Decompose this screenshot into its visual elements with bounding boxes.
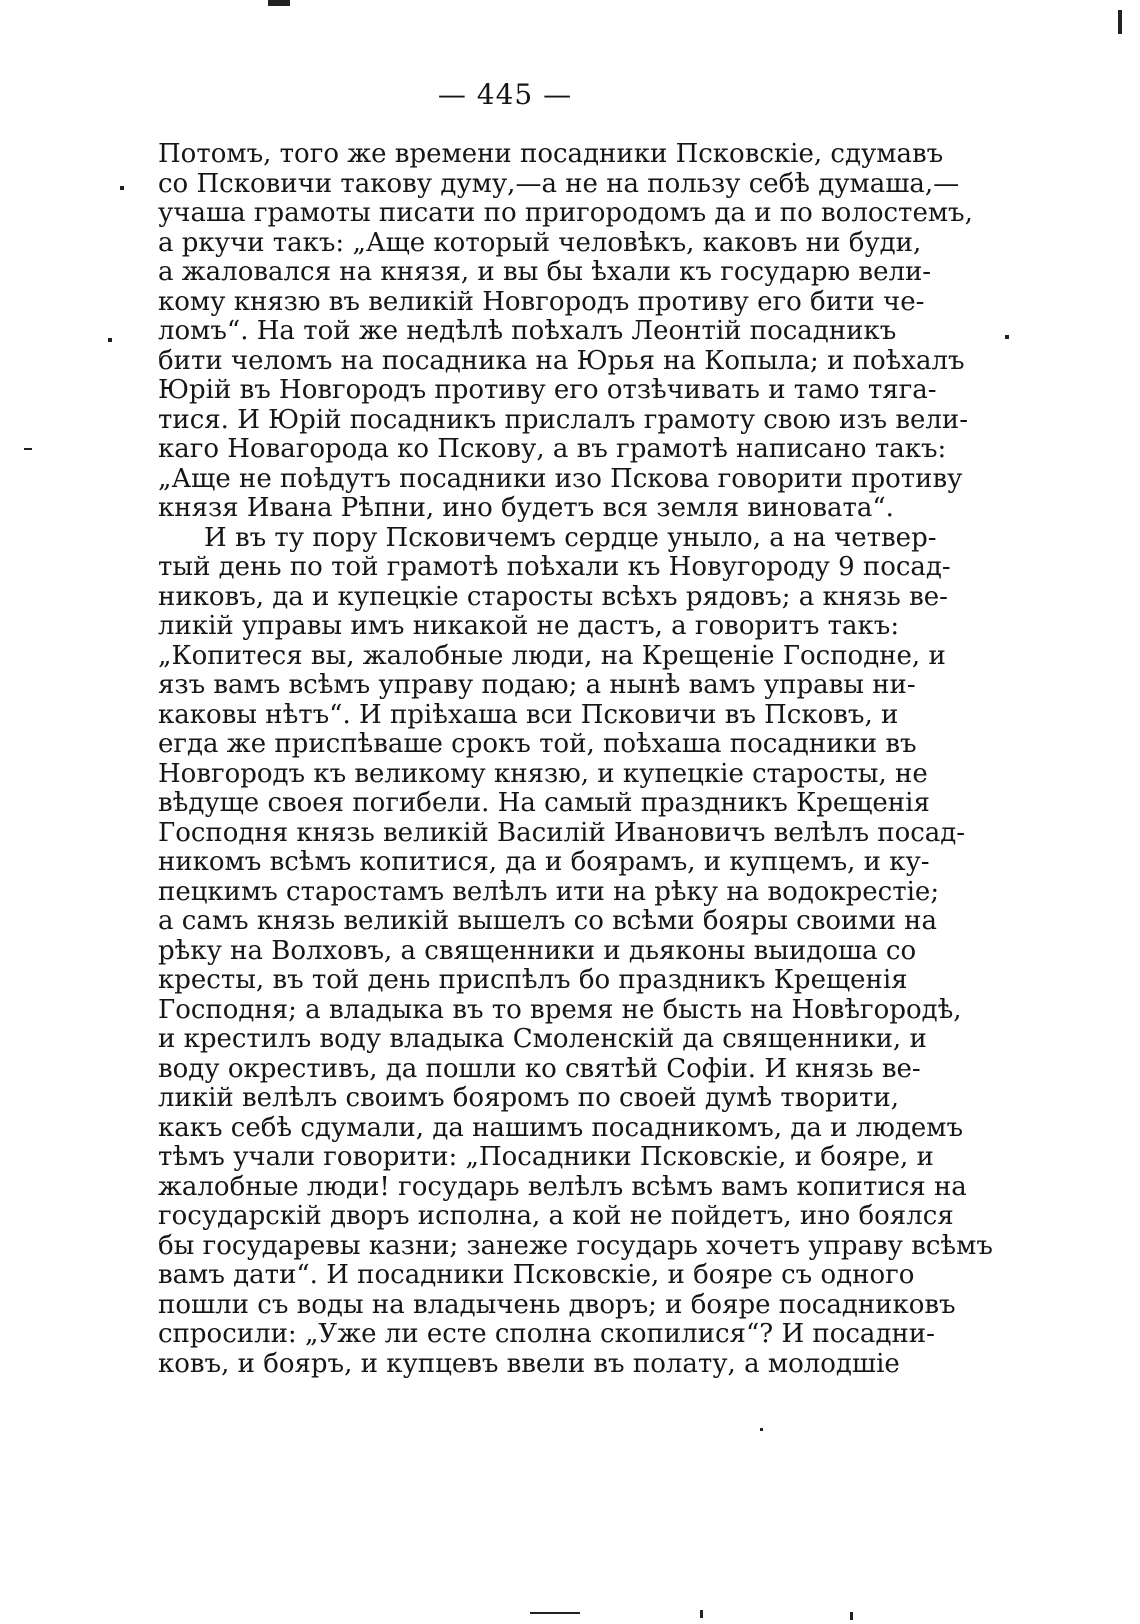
text-line: никомъ всѣмъ копитися, да и боярамъ, и купцемъ, и ку- <box>158 847 930 877</box>
text-line: учаша грамоты писати по пригородомъ да и по волостемъ, <box>158 198 973 228</box>
text-line: кресты, въ той день приспѣлъ бо праздникъ Крещенія <box>158 965 908 995</box>
text-line: язъ вамъ всѣмъ управу подаю; а нынѣ вамъ управы ни- <box>158 670 916 700</box>
scan-speck <box>530 1612 580 1614</box>
text-line: ликій управы имъ никакой не дастъ, а говоритъ такъ: <box>158 611 900 641</box>
text-line: ломъ“. На той же недѣлѣ поѣхалъ Леонтій посадникъ <box>158 316 897 346</box>
text-line: пошли съ воды на владычень дворъ; и бояре посадниковъ <box>158 1289 956 1320</box>
scan-speck <box>108 338 112 342</box>
text-line: каковы нѣтъ“. И пріѣхаша вси Псковичи въ Псковъ, и <box>158 699 899 730</box>
text-line: тый день по той грамотѣ поѣхали къ Новугороду 9 посад- <box>158 552 951 582</box>
text-line: со Псковичи такову думу,—а не на пользу себѣ думаша,— <box>158 168 960 199</box>
text-line: Юрій въ Новгородъ противу его отзѣчивать и тамо тяга- <box>158 375 937 405</box>
text-line: спросили: „Уже ли есте сполна скопилися“? И посадни- <box>158 1319 935 1349</box>
text-line: тѣмъ учали говорити: „Посадники Псковскіе, и бояре, и <box>158 1142 934 1172</box>
text-line: Господня; а владыка въ то время не бысть на Новѣгородѣ, <box>158 994 962 1025</box>
text-line: и крестилъ воду владыка Смоленскій да священники, и <box>158 1024 927 1054</box>
text-line: бити челомъ на посадника на Юрья на Копыла; и поѣхалъ <box>158 345 965 376</box>
text-line: рѣку на Волховъ, а священники и дьяконы выидоша со <box>158 935 917 966</box>
text-line: вѣдуще своея погибели. На самый праздникъ Крещенія <box>158 788 930 818</box>
text-line: Господня князь великій Василій Ивановичъ велѣлъ посад- <box>158 817 966 848</box>
text-line: ковъ, и бояръ, и купцевъ ввели въ полату, а молодшіе <box>158 1348 900 1379</box>
text-line: какъ себѣ сдумали, да нашимъ посадникомъ, да и людемъ <box>158 1112 964 1143</box>
text-line: князя Ивана Рѣпни, ино будетъ вся земля виновата“. <box>158 493 894 523</box>
text-line: пецкимъ старостамъ велѣлъ ити на рѣку на водокрестіе; <box>158 876 940 907</box>
text-line: воду окрестивъ, да пошли ко святѣй Софіи. И князь ве- <box>158 1053 921 1084</box>
text-line: жалобные люди! государь велѣлъ всѣмъ вамъ копитися на <box>158 1171 967 1202</box>
scan-speck <box>850 1612 853 1620</box>
text-line: Новгородъ къ великому князю, и купецкіе старосты, не <box>158 758 928 789</box>
scan-speck <box>24 448 32 450</box>
scan-speck <box>268 0 290 6</box>
text-line: Потомъ, того же времени посадники Псковскіе, сдумавъ <box>158 139 944 169</box>
scan-speck <box>1118 10 1122 34</box>
text-line: И въ ту пору Псковичемъ сердце уныло, а на четвер- <box>204 522 937 553</box>
text-line: а самъ князь великій вышелъ со всѣми бояры своими на <box>158 906 937 936</box>
scan-speck <box>760 1428 763 1431</box>
text-line: „Копитеся вы, жалобные люди, на Крещеніе Господне, и <box>158 640 946 671</box>
body-text <box>158 139 993 1379</box>
text-line: кому князю въ великій Новгородъ противу его бити че- <box>158 286 925 317</box>
text-line: государскій дворъ исполна, а кой не пойдетъ, ино боялся <box>158 1201 954 1231</box>
scan-speck <box>1005 335 1009 339</box>
text-line: а ркучи такъ: „Аще который человѣкъ, каковъ ни буди, <box>158 227 922 258</box>
text-line: ликій велѣлъ своимъ бояромъ по своей думѣ творити, <box>158 1083 899 1113</box>
scan-speck <box>120 186 124 190</box>
text-line: никовъ, да и купецкіе старосты всѣхъ рядовъ; а князь ве- <box>158 581 948 612</box>
text-line: тися. И Юрій посадникъ прислалъ грамоту свою изъ вели- <box>158 404 969 435</box>
text-line: а жаловался на князя, и вы бы ѣхали къ государю вели- <box>158 257 932 287</box>
text-line: бы государевы казни; занеже государь хочетъ управу всѣмъ <box>158 1230 993 1261</box>
text-line: вамъ дати“. И посадники Псковскіе, и бояре съ одного <box>158 1260 915 1290</box>
text-line: каго Новагорода ко Пскову, а въ грамотѣ написано такъ: <box>158 434 947 464</box>
page-number: — 445 — <box>437 78 573 111</box>
scan-speck <box>700 1610 703 1618</box>
text-line: егда же приспѣваше срокъ той, поѣхаша посадники въ <box>158 729 917 759</box>
text-line: „Аще не поѣдутъ посадники изо Пскова говорити противу <box>158 463 963 494</box>
